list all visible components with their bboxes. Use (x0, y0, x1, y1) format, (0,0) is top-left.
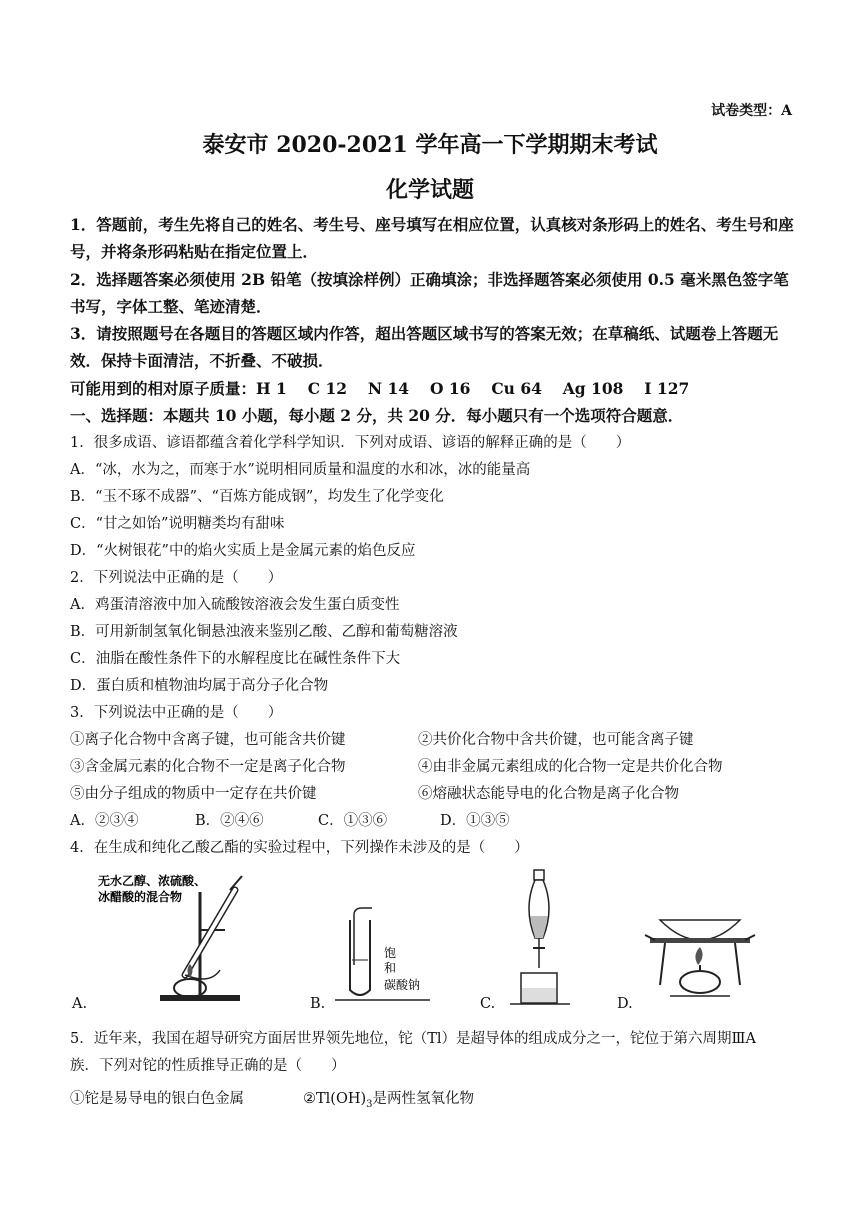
apparatus-c-separatory-funnel-figure (505, 868, 575, 1008)
figure-d-label: D. (617, 996, 633, 1012)
formula-subscript: 3 (366, 1098, 373, 1110)
apparatus-b-label-line2: 和 (384, 961, 397, 975)
question-3-option-b: B．②④⑥ (195, 813, 264, 829)
thallium-hydroxide-formula: Tl(OH) (316, 1091, 367, 1107)
apparatus-b-label-line1: 饱 (384, 946, 397, 960)
question-5-stem-line1: 5．近年来，我国在超导研究方面居世界领先地位，铊（Tl）是超导体的组成成分之一，铊位于第六周期ⅢA (70, 1031, 756, 1047)
exam-title: 泰安市 2020-2021 学年高一下学期期末考试 (202, 132, 658, 158)
question-1-option-a: A．“冰，水为之，而寒于水”说明相同质量和温度的水和冰，冰的能量高 (70, 462, 531, 478)
question-4-stem: 4．在生成和纯化乙酸乙酯的实验过程中，下列操作未涉及的是（ ） (70, 840, 529, 856)
notice-2: 2．选择题答案必须使用 2B 铅笔（按填涂样例）正确填涂；非选择题答案必须使用 0.5 毫米黑色签字笔书写，字体工整、笔迹清楚． (70, 270, 789, 316)
figure-c-label: C. (480, 996, 496, 1012)
statement-2-text: 是两性氢氧化物 (372, 1091, 475, 1107)
question-3-option-a: A．②③④ (70, 813, 139, 829)
question-3-statement-3: ③含金属元素的化合物不一定是离子化合物 (70, 759, 346, 775)
apparatus-a-label-line1: 无水乙醇、浓硫酸、 (98, 874, 207, 888)
question-2-option-d: D．蛋白质和植物油均属于高分子化合物 (70, 678, 329, 694)
apparatus-a-label-line2: 冰醋酸的混合物 (98, 890, 183, 904)
atomic-masses: 可能用到的相对原子质量：H 1 C 12 N 14 O 16 Cu 64 Ag 108 I 127 (70, 379, 690, 398)
apparatus-b-test-tube-figure (330, 905, 440, 1005)
question-1-option-d: D．“火树银花”中的焰火实质上是金属元素的焰色反应 (70, 543, 416, 559)
paper-type-label: 试卷类型：A (711, 103, 792, 119)
question-5-statement-1: ①铊是易导电的银白色金属 (70, 1091, 244, 1107)
exam-subtitle: 化学试题 (385, 177, 474, 203)
question-3-option-d: D．①③⑤ (440, 813, 510, 829)
question-3-statement-2: ②共价化合物中含共价键，也可能含离子键 (418, 732, 694, 748)
question-3-stem: 3．下列说法中正确的是（ ） (70, 705, 283, 721)
question-1-option-c: C．“甘之如饴”说明糖类均有甜味 (70, 516, 285, 532)
apparatus-b-label-line3: 碳酸钠 (384, 978, 421, 992)
question-2-option-b: B．可用新制氢氧化铜悬浊液来鉴别乙酸、乙醇和葡萄糖溶液 (70, 624, 458, 640)
apparatus-a-heating-figure (90, 870, 250, 1010)
question-1-option-b: B．“玉不琢不成器”、“百炼方能成钢”，均发生了化学变化 (70, 489, 444, 505)
question-5-stem-line2: 族．下列对铊的性质推导正确的是（ ） (70, 1058, 346, 1074)
statement-2-marker: ② (303, 1091, 316, 1107)
question-2-option-c: C．油脂在酸性条件下的水解程度比在碱性条件下大 (70, 651, 401, 667)
question-5-statement-2 (303, 1087, 474, 1110)
question-3-statement-6: ⑥熔融状态能导电的化合物是离子化合物 (418, 786, 679, 802)
question-1-stem: 1．很多成语、谚语都蕴含着化学科学知识．下列对成语、谚语的解释正确的是（ ） (70, 435, 631, 451)
figure-b-label: B. (310, 996, 326, 1012)
question-3-statement-1: ①离子化合物中含离子键，也可能含共价键 (70, 732, 346, 748)
apparatus-d-evaporation-figure (640, 910, 760, 1005)
question-3-option-c: C．①③⑥ (318, 813, 388, 829)
question-3-statement-5: ⑤由分子组成的物质中一定存在共价键 (70, 786, 317, 802)
question-3-statement-4: ④由非金属元素组成的化合物一定是共价化合物 (418, 759, 723, 775)
question-2-stem: 2．下列说法中正确的是（ ） (70, 570, 283, 586)
notice-1: 1．答题前，考生先将自己的姓名、考生号、座号填写在相应位置，认真核对条形码上的姓名、考生号和座号，并将条形码粘贴在指定位置上． (70, 215, 794, 261)
figure-a-label: A. (72, 996, 88, 1012)
notice-3: 3．请按照题号在各题目的答题区域内作答，超出答题区域书写的答案无效；在草稿纸、试题卷上答题无效．保持卡面清洁，不折叠、不破损． (70, 324, 779, 370)
question-2-option-a: A．鸡蛋清溶液中加入硫酸铵溶液会发生蛋白质变性 (70, 597, 400, 613)
section-heading: 一、选择题：本题共 10 小题，每小题 2 分，共 20 分．每小题只有一个选项符合题意． (70, 406, 684, 425)
